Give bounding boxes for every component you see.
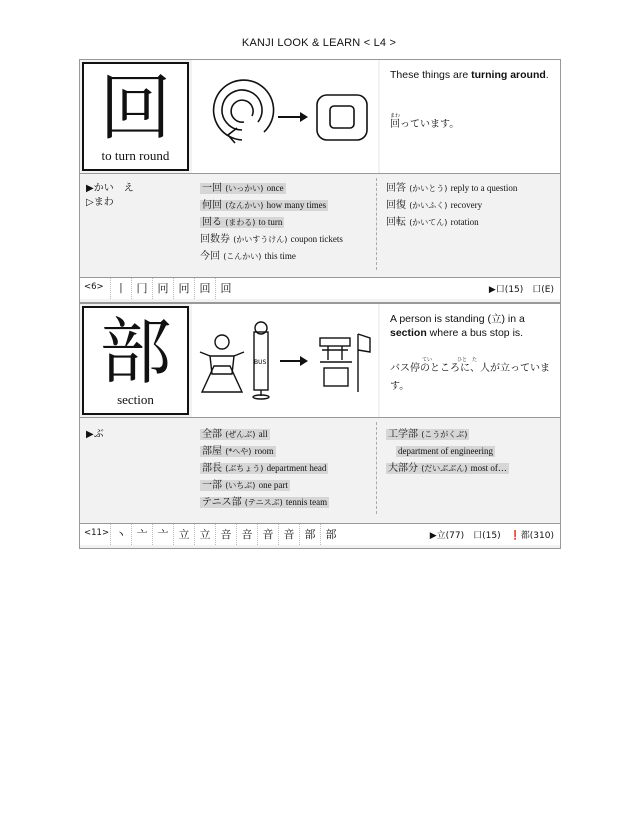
- stroke-step: 部: [320, 524, 341, 545]
- vocab-item: テニス部 (テニスぶ) tennis team: [202, 497, 328, 508]
- vocab-item: 回る (まわる) to turn: [202, 217, 283, 228]
- stroke-step: 亠: [152, 524, 173, 545]
- vocab-item: 回数券 (かいすうけん) coupon tickets: [200, 234, 343, 245]
- vocab-item: 一部 (いちぶ) one part: [202, 480, 288, 491]
- illustration: [192, 304, 378, 417]
- vocab-item: 一回 (いっかい) once: [202, 183, 284, 194]
- stroke-sequence: [110, 524, 341, 545]
- vocab-item: 工学部 (こうがくぶ): [388, 429, 468, 440]
- kanji-meaning: section: [117, 392, 154, 407]
- stroke-step: 回: [194, 278, 215, 299]
- kanji-box: [82, 62, 189, 171]
- kanji-character: 回: [99, 66, 172, 150]
- stroke-step: 立: [194, 524, 215, 545]
- kanji-card-bu: [79, 303, 561, 549]
- vocab-list-left: [200, 426, 329, 511]
- stroke-step: 丨: [110, 278, 131, 299]
- stroke-sequence: [110, 278, 236, 299]
- stroke-count: <6>: [84, 282, 104, 292]
- stroke-step: 咅: [215, 524, 236, 545]
- stroke-count: <11>: [84, 528, 110, 538]
- stroke-step: 音: [257, 524, 278, 545]
- vocab-item: 回転 (かいてん) rotation: [386, 217, 479, 228]
- illustration: [192, 60, 378, 173]
- related-kanji-refs: ▶口(15) 口(E): [488, 285, 554, 295]
- furigana: てい ひと た: [422, 357, 478, 363]
- stroke-step: 亠: [131, 524, 152, 545]
- stroke-order-row: [80, 277, 560, 299]
- mnemonic-panel: [380, 304, 560, 417]
- vocab-item: 今回 (こんかい) this time: [200, 251, 296, 262]
- mnemonic-japanese: 回っています。: [390, 119, 460, 130]
- vocab-item: 全部 (ぜんぶ) all: [202, 429, 268, 440]
- mnemonic-english: These things are turning around.: [390, 69, 549, 81]
- readings: [86, 182, 134, 210]
- stroke-step: 冋: [173, 278, 194, 299]
- vocab-item: 回復 (かいふく) recovery: [386, 200, 483, 211]
- kanji-character: 部: [99, 310, 172, 394]
- stroke-step: 冋: [152, 278, 173, 299]
- reading-on: ▶かい え: [86, 183, 134, 194]
- kanji-meaning: to turn round: [101, 148, 170, 163]
- page-header: KANJI LOOK & LEARN < L4 >: [241, 37, 397, 49]
- vocab-item: 部長 (ぶちょう) department head: [202, 463, 327, 474]
- stroke-order-row: [80, 523, 560, 545]
- rotation-illustration: [192, 60, 378, 173]
- reading-kun: ▷まわ: [86, 197, 114, 208]
- stroke-step: 立: [173, 524, 194, 545]
- readings: [86, 428, 104, 442]
- stroke-step: 回: [215, 278, 236, 299]
- kanji-card-kai: [79, 59, 561, 303]
- svg-text:BUS: BUS: [254, 359, 267, 366]
- vocab-item: 大部分 (だいぶぶん) most of…: [388, 463, 507, 474]
- stroke-step: 冂: [131, 278, 152, 299]
- vocab-list-left: [200, 180, 343, 265]
- reading-on: ▶ぶ: [86, 429, 104, 440]
- vocab-item: 回答 (かいとう) reply to a question: [386, 183, 518, 194]
- stroke-step: 音: [278, 524, 299, 545]
- mnemonic-panel: [380, 60, 560, 173]
- related-kanji-refs: ▶立(77) 口(15) ❗都(310): [429, 531, 554, 541]
- stroke-step: 部: [299, 524, 320, 545]
- vocab-item: department of engineering: [398, 446, 493, 456]
- mnemonic-japanese: バス停のところに、人が立っています。: [390, 363, 550, 392]
- bus-stop-illustration: [192, 304, 378, 417]
- vocab-list-right: [386, 180, 517, 231]
- kanji-box: [82, 306, 189, 415]
- furigana: まわ: [390, 113, 401, 119]
- vocab-list-right: [386, 426, 509, 477]
- vocab-item: 何回 (なんかい) how many times: [202, 200, 327, 211]
- stroke-step: 咅: [236, 524, 257, 545]
- stroke-step: 丶: [110, 524, 131, 545]
- mnemonic-english: A person is standing (立) in a section where a bus stop is.: [390, 313, 525, 339]
- vocab-item: 部屋 (*へや) room: [202, 446, 274, 457]
